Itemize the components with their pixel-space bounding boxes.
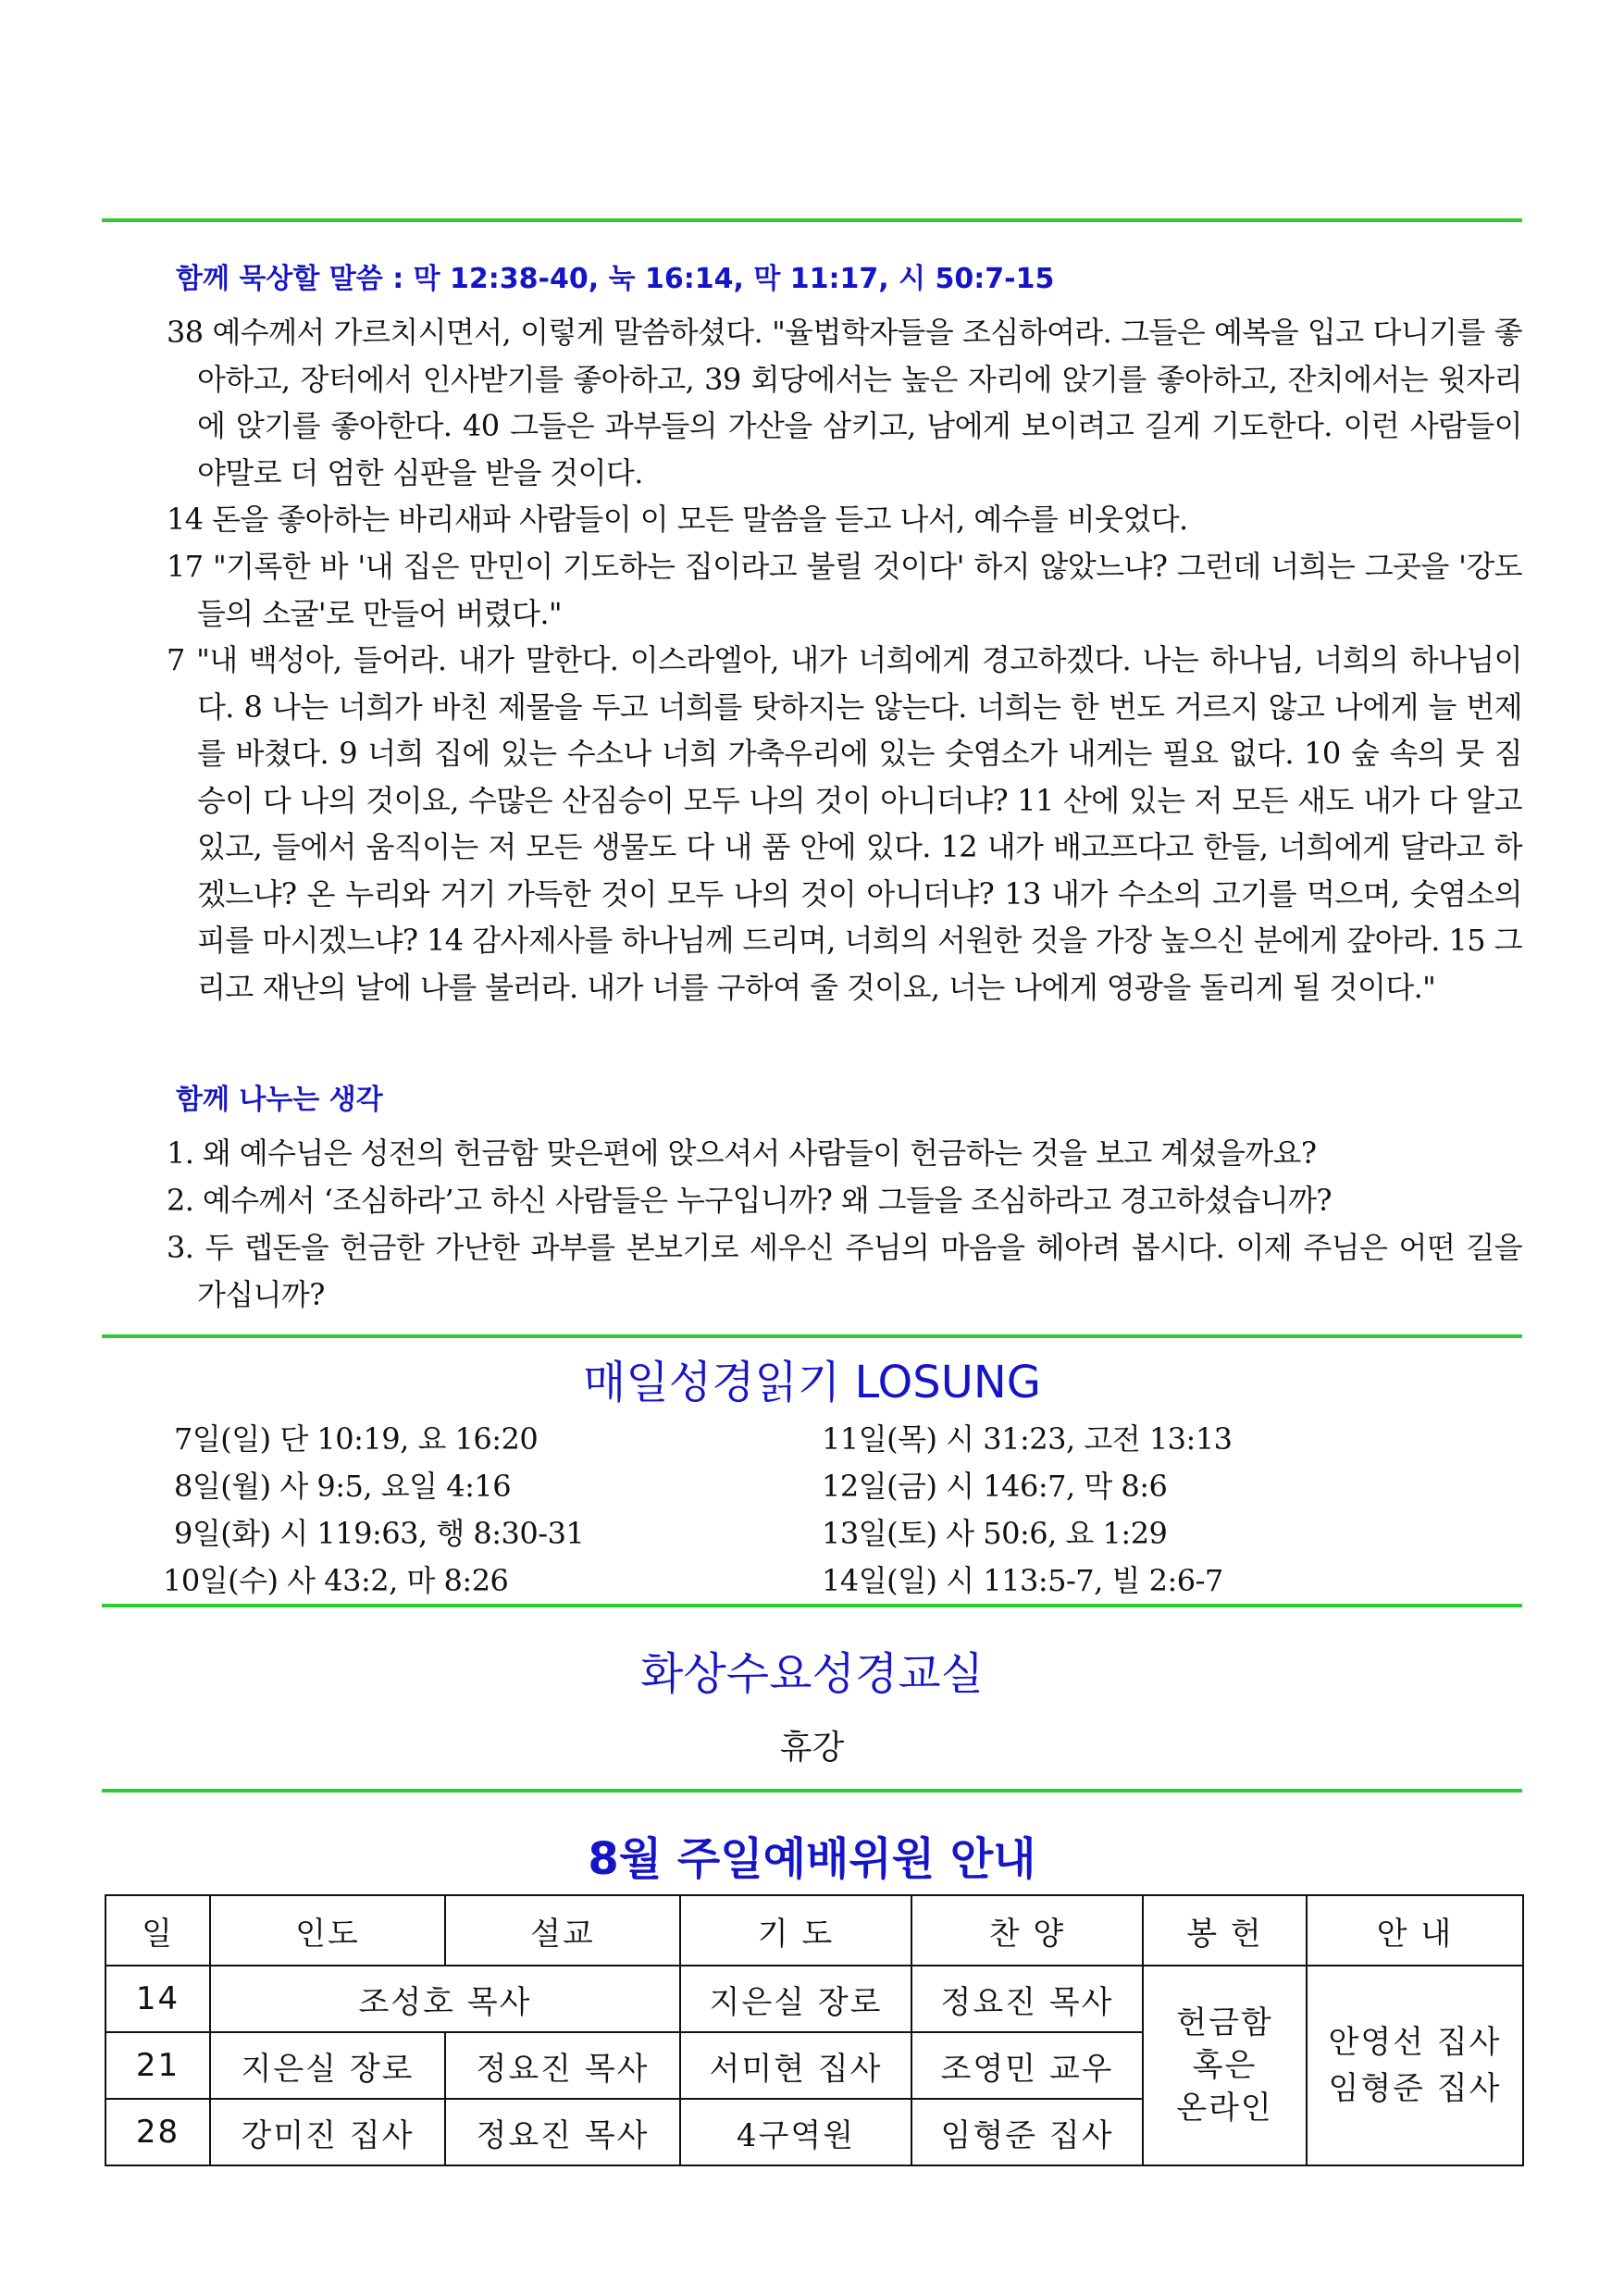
- offering-line: 온라인: [1176, 2090, 1273, 2127]
- offering-line: 혹은: [1192, 2047, 1258, 2084]
- usher-name: 안영선 집사: [1328, 2024, 1502, 2061]
- reading-item: 10일(수) 사 43:2, 마 8:26: [163, 1563, 509, 1598]
- header-usher: 안 내: [1307, 1895, 1523, 1966]
- prayer-cell: 지은실 장로: [680, 1966, 911, 2032]
- header-praise: 찬 양: [911, 1895, 1143, 1966]
- offering-cell: [1143, 1966, 1307, 2165]
- bible-class-status: 휴강: [779, 1729, 845, 1767]
- verse-paragraph: 38 예수께서 가르치시면서, 이렇게 말씀하셨다. "율법학자들을 조심하여라. 그들은 예복을 입고 다니기를 좋아하고, 장터에서 인사받기를 좋아하고, 39 회당에서는 높은 자리에 앉기를 좋아하고, 잔치에서는 윗자리에 앉기를 좋아한다. 40 그들은 과부들의 가산을 삼키고, 남에게 보이려고 길게 기도한다. 이런 사람들이야말로 더 엄한 심판을 받을 것이다.: [167, 315, 1522, 490]
- divider: [102, 1789, 1522, 1793]
- duty-roster-table: [105, 1894, 1524, 2166]
- verse-paragraph: 14 돈을 좋아하는 바리새파 사람들이 이 모든 말씀을 듣고 나서, 예수를 비웃었다.: [167, 502, 1188, 537]
- reading-item: 12일(금) 시 146:7, 막 8:6: [822, 1469, 1168, 1504]
- divider: [102, 1604, 1522, 1607]
- preach-cell: 정요진 목사: [445, 2032, 680, 2099]
- question-item: 2. 예수께서 ‘조심하라’고 하신 사람들은 누구입니까? 왜 그들을 조심하라고 경고하셨습니까?: [167, 1183, 1332, 1218]
- daily-reading-title: 매일성경읽기 LOSUNG: [583, 1357, 1041, 1408]
- divider: [102, 1334, 1522, 1338]
- day-cell: 14: [105, 1966, 210, 2032]
- day-cell: 28: [105, 2099, 210, 2165]
- usher-cell: [1307, 1966, 1523, 2165]
- header-prayer: 기 도: [680, 1895, 911, 1966]
- prayer-cell: 4구역원: [680, 2099, 911, 2165]
- prayer-cell: 서미현 집사: [680, 2032, 911, 2099]
- bible-class-title: 화상수요성경교실: [640, 1648, 984, 1700]
- table-header-row: [105, 1895, 1523, 1966]
- reading-item: 9일(화) 시 119:63, 행 8:30-31: [174, 1516, 585, 1551]
- duty-roster-title: 8월 주일예배위원 안내: [588, 1833, 1036, 1885]
- reading-item: 8일(월) 사 9:5, 요일 4:16: [174, 1469, 512, 1504]
- lead-preach-cell: 조성호 목사: [210, 1966, 680, 2032]
- praise-cell: 조영민 교우: [911, 2032, 1143, 2099]
- header-day: 일: [105, 1895, 210, 1966]
- header-lead: 인도: [210, 1895, 445, 1966]
- reading-item: 7일(일) 단 10:19, 요 16:20: [174, 1421, 539, 1457]
- header-offering: 봉 헌: [1143, 1895, 1307, 1966]
- question-item: 3. 두 렙돈을 헌금한 가난한 과부를 본보기로 세우신 주님의 마음을 헤아려 봅시다. 이제 주님은 어떤 길을 가십니까?: [167, 1230, 1522, 1312]
- lead-cell: 지은실 장로: [210, 2032, 445, 2099]
- reading-item: 13일(토) 사 50:6, 요 1:29: [822, 1516, 1168, 1551]
- verse-paragraph: 17 "기록한 바 '내 집은 만민이 기도하는 집이라고 불릴 것이다' 하지 않았느냐? 그런데 너희는 그곳을 '강도들의 소굴'로 만들어 버렸다.": [167, 549, 1522, 631]
- usher-name: 임형준 집사: [1328, 2070, 1502, 2107]
- question-item: 1. 왜 예수님은 성전의 헌금함 맞은편에 앉으셔서 사람들이 헌금하는 것을 보고 계셨을까요?: [167, 1135, 1317, 1171]
- reading-item: 14일(일) 시 113:5-7, 빌 2:6-7: [822, 1563, 1223, 1598]
- praise-cell: 임형준 집사: [911, 2099, 1143, 2165]
- sharing-heading: 함께 나누는 생각: [176, 1084, 383, 1116]
- lead-cell: 강미진 집사: [210, 2099, 445, 2165]
- day-cell: 21: [105, 2032, 210, 2099]
- verse-paragraph: 7 "내 백성아, 들어라. 내가 말한다. 이스라엘아, 내가 너희에게 경고하겠다. 나는 하나님, 너희의 하나님이다. 8 나는 너희가 바친 제물을 두고 너희를 탓하지는 않는다. 너희는 한 번도 거르지 않고 나에게 늘 번제를 바쳤다. 9 너희 집에 있는 수소나 너희 가축우리에 있는 숫염소가 내게는 필요 없다. 10 숲 속의 뭇 짐승이 다 나의 것이요, 수많은 산짐승이 모두 나의 것이 아니더냐? 11 산에 있는 저 모든 새도 내가 다 알고 있고, 들에서 움직이는 저 모든 생물도 다 내 품 안에 있다. 12 내가 배고프다고 한들, 너희에게 달라고 하겠느냐? 온 누리와 거기 가득한 것이 모두 나의 것이 아니더냐? 13 내가 수소의 고기를 먹으며, 숫염소의 피를 마시겠느냐? 14 감사제사를 하나님께 드리며, 너희의 서원한 것을 가장 높으신 분에게 갚아라. 15 그리고 재난의 날에 나를 불러라. 내가 너를 구하여 줄 것이요, 너는 나에게 영광을 돌리게 될 것이다.": [167, 642, 1522, 1005]
- preach-cell: 정요진 목사: [445, 2099, 680, 2165]
- praise-cell: 정요진 목사: [911, 1966, 1143, 2032]
- table-row: [105, 1966, 1523, 2032]
- top-divider: [102, 218, 1522, 222]
- reading-item: 11일(목) 시 31:23, 고전 13:13: [822, 1421, 1233, 1457]
- header-preach: 설교: [445, 1895, 680, 1966]
- meditation-heading: 함께 묵상할 말씀 : 막 12:38-40, 눅 16:14, 막 11:17, 시 50:7-15: [176, 263, 1055, 295]
- offering-line: 헌금함: [1176, 2004, 1273, 2041]
